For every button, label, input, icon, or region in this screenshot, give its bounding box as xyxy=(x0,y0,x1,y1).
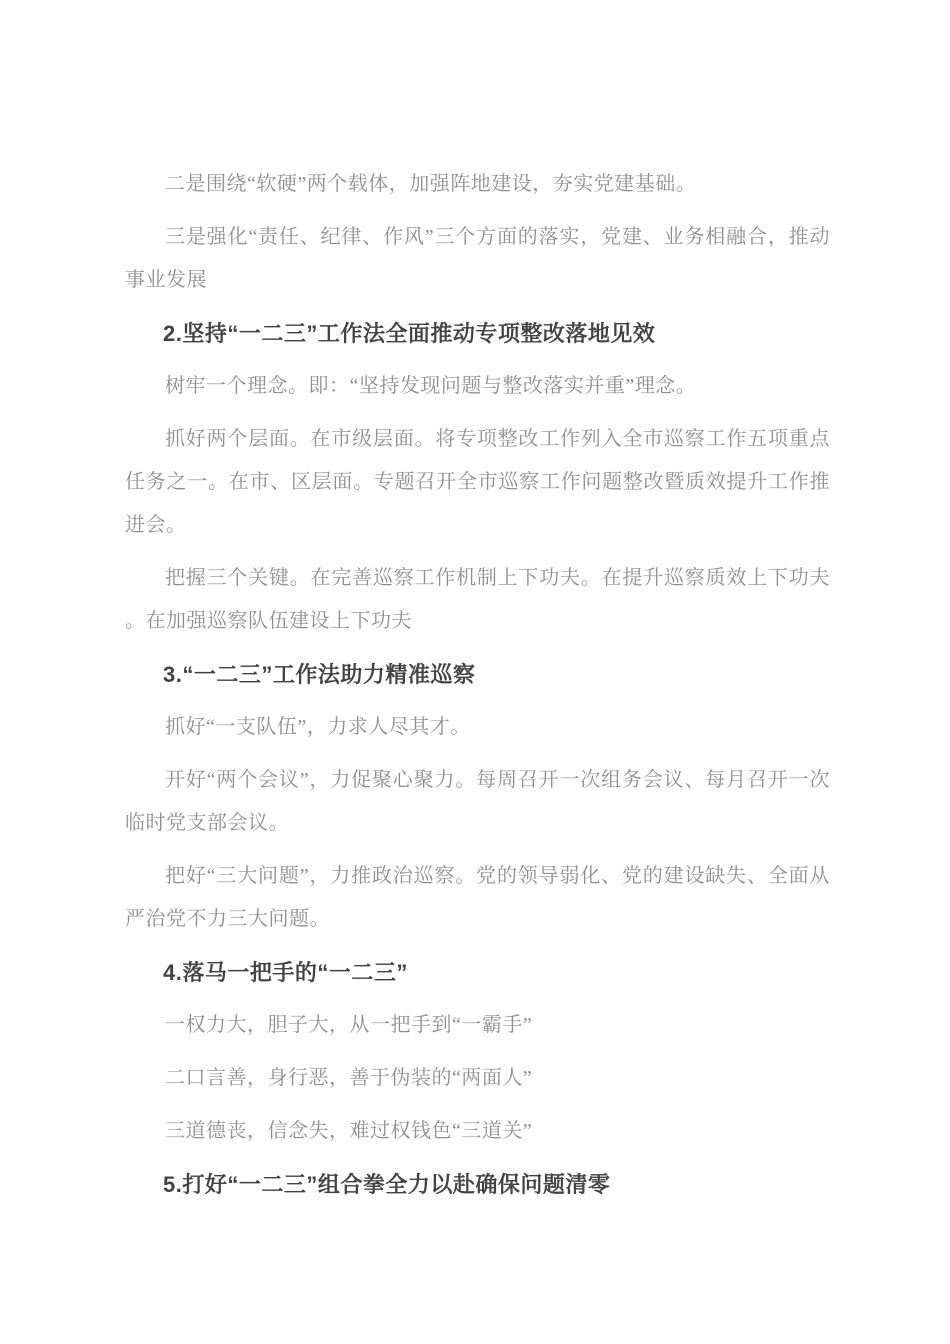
paragraph: 开好“两个会议”，力促聚心聚力。每周召开一次组务会议、每月召开一次临时党支部会议。 xyxy=(125,769,830,834)
section-heading-3: 3.“一二三”工作法助力精准巡察 xyxy=(163,662,476,687)
paragraph: 抓好两个层面。在市级层面。将专项整改工作列入全市巡察工作五项重点任务之一。在市、区层面。专题召开全市巡察工作问题整改暨质效提升工作推进会。 xyxy=(125,428,830,536)
paragraph: 三是强化“责任、纪律、作风”三个方面的落实，党建、业务相融合，推动事业发展 xyxy=(125,226,830,291)
section-heading-4: 4.落马一把手的“一二三” xyxy=(163,960,408,985)
section-heading-2: 2.坚持“一二三”工作法全面推动专项整改落地见效 xyxy=(163,321,656,346)
paragraph: 把好“三大问题”，力推政治巡察。党的领导弱化、党的建设缺失、全面从严治党不力三大问题。 xyxy=(125,865,830,930)
section-heading-5: 5.打好“一二三”组合拳全力以赴确保问题清零 xyxy=(163,1172,611,1197)
paragraph: 三道德丧，信念失，难过权钱色“三道关” xyxy=(165,1120,533,1142)
paragraph: 抓好“一支队伍”，力求人尽其才。 xyxy=(165,716,471,738)
paragraph: 二是围绕“软硬”两个载体，加强阵地建设，夯实党建基础。 xyxy=(165,173,697,195)
paragraph: 把握三个关键。在完善巡察工作机制上下功夫。在提升巡察质效上下功夫。在加强巡察队伍建设上下功夫 xyxy=(125,567,830,632)
paragraph: 二口言善，身行恶，善于伪装的“两面人” xyxy=(165,1067,533,1089)
paragraph: 一权力大，胆子大，从一把手到“一霸手” xyxy=(165,1014,533,1036)
paragraph: 树牢一个理念。即：“坚持发现问题与整改落实并重”理念。 xyxy=(165,375,697,397)
